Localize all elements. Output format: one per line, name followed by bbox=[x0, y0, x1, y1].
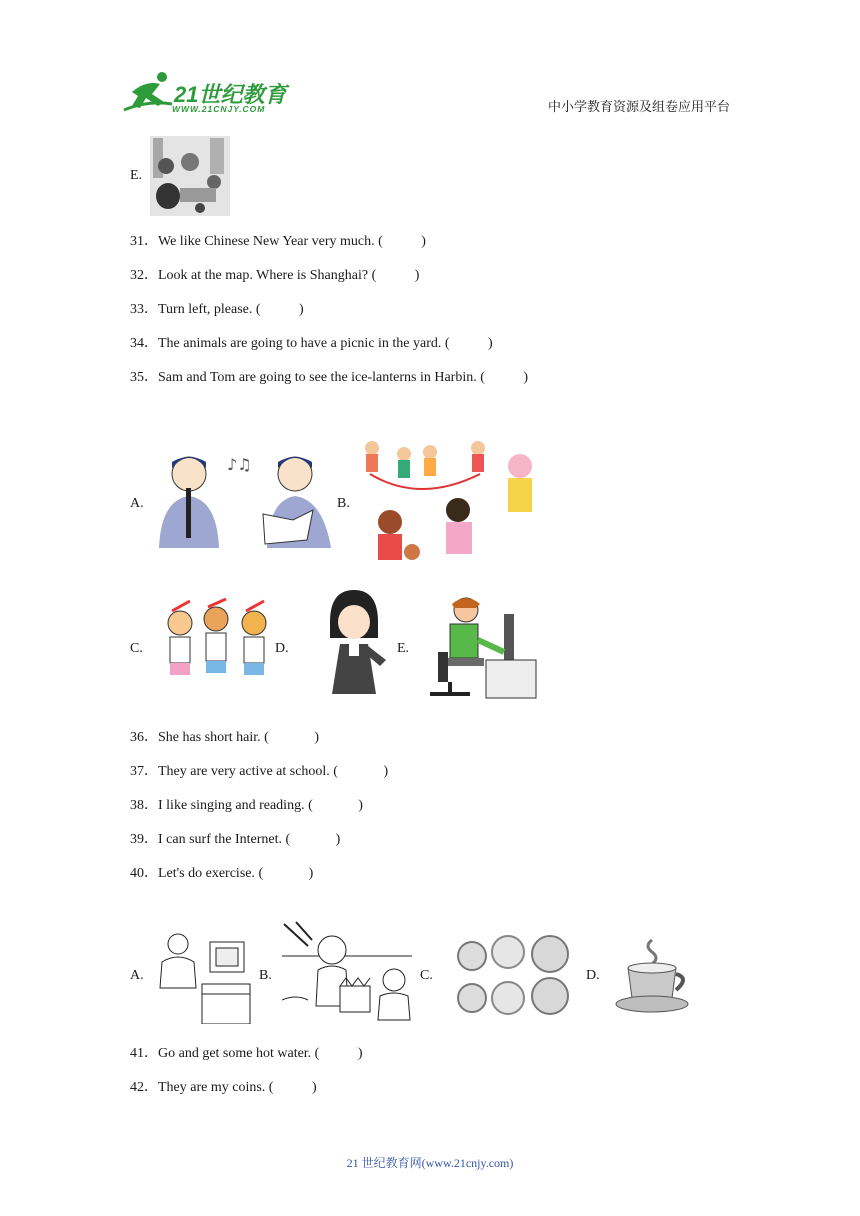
footer-text: 21 世纪教育网(www.21cnjy.com) bbox=[346, 1156, 514, 1170]
logo-url-text: WWW.21CNJY.COM bbox=[172, 104, 266, 114]
picnic-animals-image bbox=[150, 136, 230, 216]
question-34: 34．The animals are going to have a picnic in the yard. ( ) bbox=[130, 336, 493, 351]
kids-at-beach-image bbox=[282, 920, 414, 1024]
question-31: 31．We like Chinese New Year very much. ( ) bbox=[130, 234, 426, 249]
question-37: 37．They are very active at school. ( ) bbox=[130, 764, 389, 779]
svg-text:♪♫: ♪♫ bbox=[227, 455, 252, 474]
question-33: 33．Turn left, please. ( ) bbox=[130, 302, 304, 317]
option-a-label-3: A. bbox=[130, 968, 144, 983]
question-32: 32．Look at the map. Where is Shanghai? ( ) bbox=[130, 268, 420, 283]
question-42: 42．They are my coins. ( ) bbox=[130, 1080, 317, 1095]
option-d-label-3: D. bbox=[586, 968, 600, 983]
runner-logo-icon bbox=[122, 70, 174, 112]
logo-main-text: 21世纪教育 bbox=[174, 82, 287, 107]
option-b-label: B. bbox=[337, 496, 350, 511]
short-hair-girl-image bbox=[316, 586, 392, 696]
header-right-text: 中小学教育资源及组卷应用平台 bbox=[548, 99, 731, 114]
option-e-label: E. bbox=[130, 168, 143, 183]
question-40: 40．Let's do exercise. ( ) bbox=[130, 866, 314, 881]
question-41: 41．Go and get some hot water. ( ) bbox=[130, 1046, 363, 1061]
option-a-label: A. bbox=[130, 496, 144, 511]
computer-user-image bbox=[420, 594, 538, 700]
option-b-label-3: B. bbox=[259, 968, 272, 983]
singing-reading-boys-image bbox=[155, 448, 337, 552]
question-39: 39．I can surf the Internet. ( ) bbox=[130, 832, 341, 847]
active-kids-playing-image bbox=[360, 434, 544, 570]
hot-water-cup-image bbox=[614, 938, 692, 1014]
question-36: 36．She has short hair. ( ) bbox=[130, 730, 319, 745]
logo bbox=[122, 70, 292, 115]
exercising-kids-image bbox=[160, 597, 274, 701]
question-38: 38．I like singing and reading. ( ) bbox=[130, 798, 363, 813]
question-35: 35．Sam and Tom are going to see the ice-lanterns in Harbin. ( ) bbox=[130, 370, 529, 385]
option-d-label: D. bbox=[275, 641, 289, 656]
option-e-label-2: E. bbox=[397, 641, 410, 656]
boy-with-computer-image bbox=[154, 928, 254, 1024]
option-c-label: C. bbox=[130, 641, 143, 656]
option-c-label-3: C. bbox=[420, 968, 433, 983]
coins-image bbox=[454, 932, 574, 1020]
